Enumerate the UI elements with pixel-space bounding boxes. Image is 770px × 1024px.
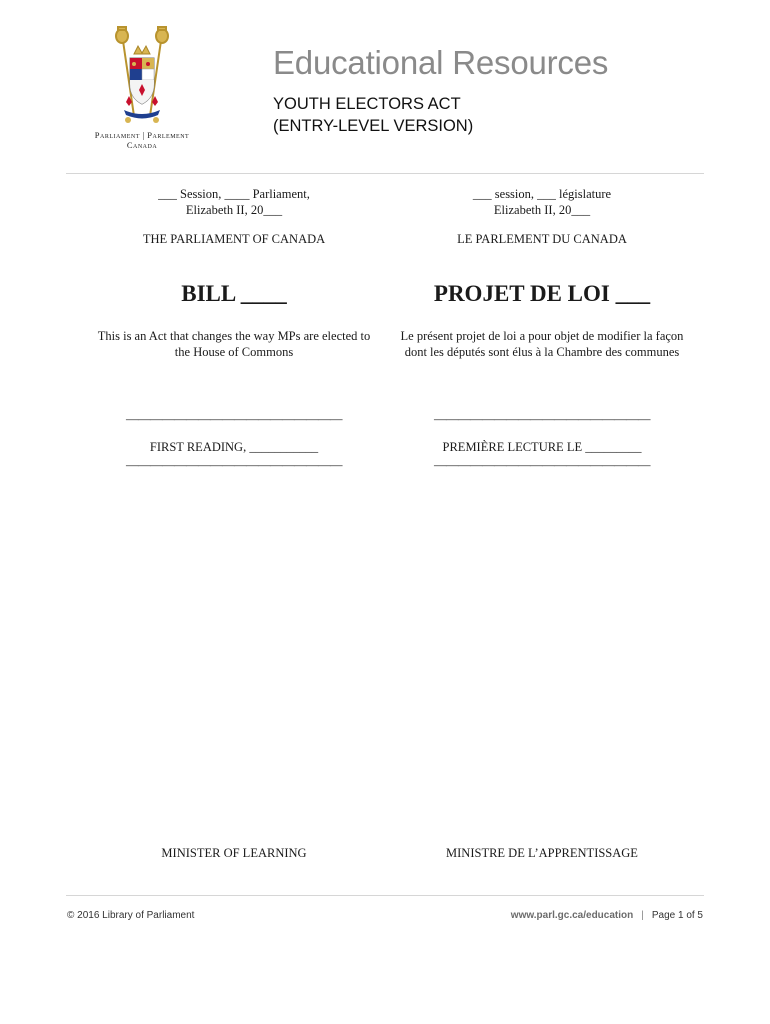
logo-caption (82, 130, 202, 150)
english-bill-description (88, 329, 380, 360)
copyright-notice: © 2016 Library of Parliament (67, 910, 195, 921)
document-subtitle (273, 93, 473, 137)
page-indicator: Page 1 of 5 (651, 910, 703, 921)
french-first-reading: PREMIÈRE LECTURE LE _________ (442, 440, 642, 454)
subtitle-line-1: YOUTH ELECTORS ACT (273, 95, 461, 113)
french-session-line-2: Elizabeth II, 20___ (493, 202, 591, 217)
footer-separator: | (641, 910, 644, 921)
french-minister: MINISTRE DE L’APPRENTISSAGE (446, 846, 638, 860)
coat-of-arms-icon (112, 26, 172, 128)
french-rule-top: —————————————————— (434, 412, 650, 426)
english-session-line-2: Elizabeth II, 20___ (185, 202, 283, 217)
english-rule-top: —————————————————— (126, 412, 342, 426)
french-description-line-2: dont les députés sont élus à la Chambre des communes (404, 344, 680, 359)
english-description-line-1: This is an Act that changes the way MPs are elected to (97, 329, 371, 343)
english-session (88, 187, 380, 218)
english-parliament-heading: THE PARLIAMENT OF CANADA (142, 232, 326, 246)
french-bill-description (392, 329, 692, 360)
french-session-line-1: ___ session, ___ législature (472, 187, 612, 201)
footer-right (511, 910, 703, 921)
english-minister: MINISTER OF LEARNING (161, 846, 307, 860)
english-session-line-1: ___ Session, ____ Parliament, (158, 187, 310, 201)
english-rule-bottom: —————————————————— (126, 458, 342, 472)
english-description-line-2: the House of Commons (174, 344, 294, 359)
page-title: Educational Resources (273, 44, 609, 81)
french-bill-number: PROJET DE LOI ___ (433, 281, 651, 306)
english-bill-number: BILL ____ (181, 281, 287, 306)
french-rule-bottom: —————————————————— (434, 458, 650, 472)
french-description-line-1: Le présent projet de loi a pour objet de modifier la façon (400, 329, 684, 343)
logo-caption-line2: Canada (126, 140, 158, 150)
footer-divider (66, 895, 704, 896)
french-parliament-heading: LE PARLEMENT DU CANADA (457, 232, 627, 246)
subtitle-line-2: (ENTRY-LEVEL VERSION) (273, 117, 474, 135)
english-first-reading: FIRST READING, ___________ (149, 440, 319, 454)
education-link[interactable]: www.parl.gc.ca/education (510, 910, 634, 921)
french-session (392, 187, 692, 218)
header-divider (66, 173, 704, 174)
logo-caption-line1: Parliament | Parlement (94, 130, 190, 140)
